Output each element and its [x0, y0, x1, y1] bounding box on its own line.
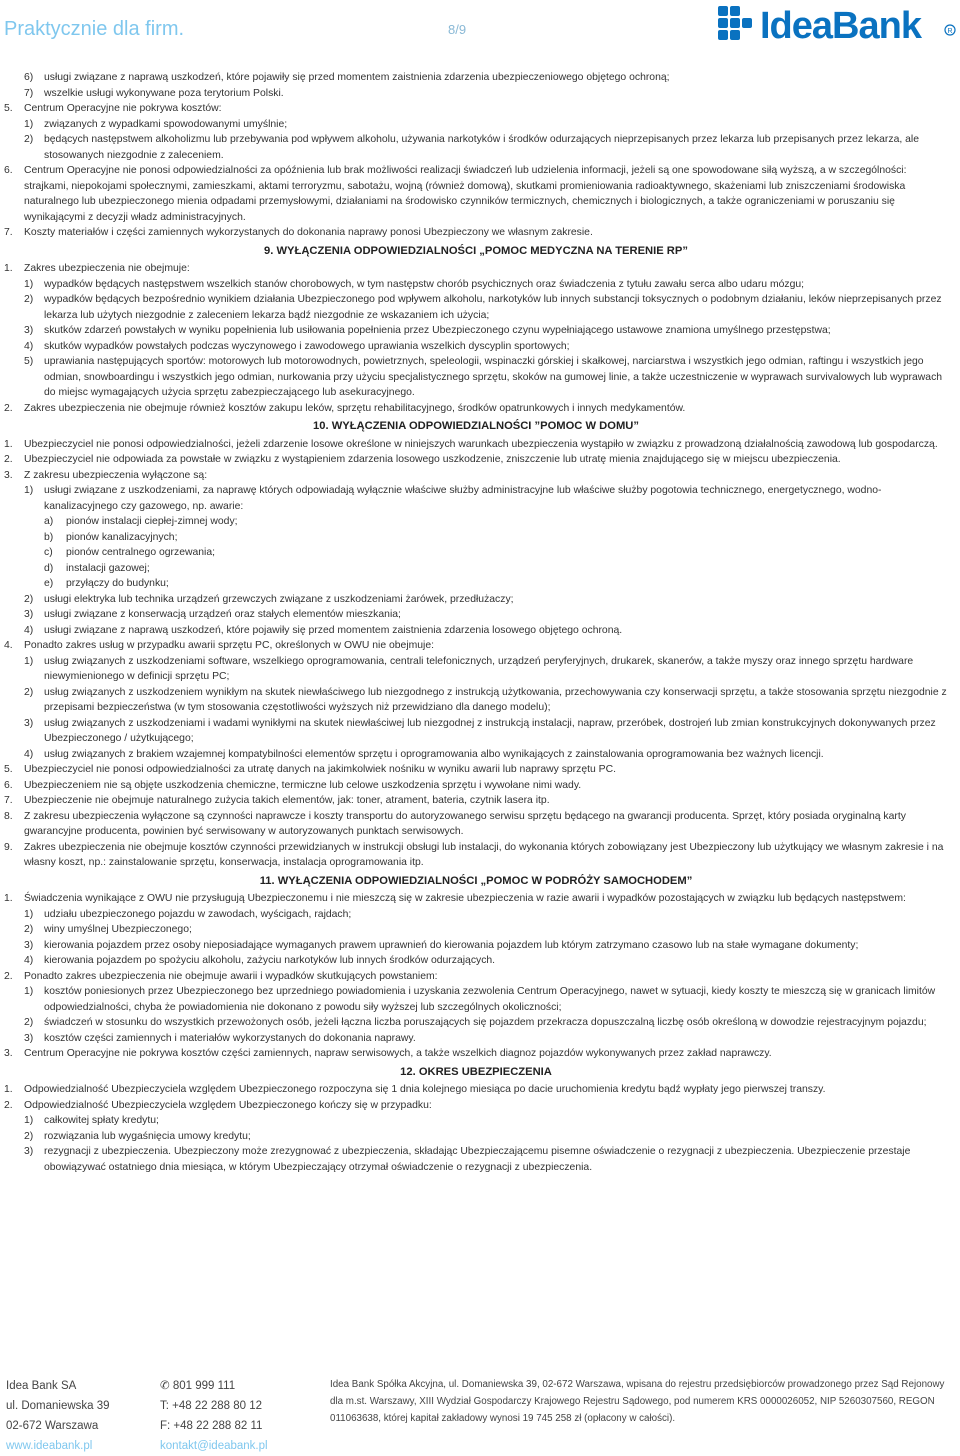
list-item	[4, 277, 948, 293]
numbered-paragraph	[4, 437, 948, 453]
item-number: 1.	[4, 893, 13, 904]
item-text: kosztów części zamiennych i materiałów wykorzystanych do dokonania naprawy.	[44, 1032, 416, 1044]
idea-bank-logo	[718, 4, 958, 44]
item-number: 2.	[4, 1099, 13, 1111]
list-item	[4, 530, 948, 546]
item-text: usługi związane z konserwacją urządzeń oraz stałych elementów mieszkania;	[44, 609, 401, 620]
item-number: 1)	[24, 655, 34, 667]
item-text: Ponadto zakres usług w przypadku awarii sprzętu PC, określonych w OWU nie obejmuje:	[24, 640, 435, 651]
item-text: usług związanych z uszkodzeniami i wadami wynikłymi na skutek niewłaściwej lub niezgodnej z instrukcją instalacji, napraw, przeróbek, dostrojeń lub zmian konstrukcyjnych dokonywanych przez Ubezpieczonego / użytkującego;	[44, 717, 936, 744]
item-text: Ubezpieczeniem nie są objęte uszkodzenia chemiczne, termiczne lub celowe uszkodzenia sprzętu i wywołane nimi wady.	[24, 779, 582, 791]
item-number: 2)	[24, 134, 34, 145]
item-number: 1.	[4, 263, 13, 274]
list-item	[4, 1031, 948, 1047]
item-text: związanych z wypadkami spowodowanymi umyślnie;	[44, 118, 288, 130]
list-item	[4, 922, 948, 938]
item-text: Ubezpieczyciel nie ponosi odpowiedzialności, jeżeli zdarzenie losowe określone w niniejszych warunkach ubezpieczenia wystąpiło w związku z prowadzoną działalnością zawodową lub gospodarczą.	[24, 438, 938, 450]
item-number: d)	[44, 562, 54, 574]
numbered-paragraph	[4, 452, 948, 468]
item-text: pionów centralnego ogrzewania;	[66, 547, 216, 558]
item-number: 3)	[24, 939, 34, 951]
item-text: całkowitej spłaty kredytu;	[44, 1115, 159, 1126]
item-text: kierowania pojazdem przez osoby nieposiadające wymaganych prawem uprawnień do kierowania pojazdem lub którym zatrzymano czasowo lub na stałe wymagane dokumenty;	[44, 939, 859, 951]
page-footer	[0, 1368, 960, 1452]
page-header	[0, 0, 960, 60]
section-heading: 10. WYŁĄCZENIA ODPOWIEDZIALNOŚCI ”POMOC W DOMU”	[313, 420, 639, 432]
item-text: usługi elektryka lub technika urządzeń grzewczych związane z uszkodzeniami żarówek, przedłużaczy;	[44, 593, 514, 605]
item-text: rozwiązania lub wygaśnięcia umowy kredytu;	[44, 1130, 251, 1142]
list-item	[4, 483, 948, 514]
numbered-paragraph	[4, 891, 948, 907]
item-number: 1)	[24, 278, 34, 290]
item-text: wypadków będących następstwem wszelkich stanów chorobowych, w tym następstw chorób psychicznych oraz świadczenia z tytułu zawału serca albo udaru mózgu;	[44, 278, 805, 290]
item-text: Centrum Operacyjne nie ponosi odpowiedzialności za opóźnienia lub brak możliwości realizacji świadczeń lub udzielenia informacji, jeżeli są one spowodowane siłą wyższą, a w szczególności: strajkami, niepokojami społecznymi, zamieszkami, aktami terroryzmu, sabotażu, wojną (również domową), skutkami promieniowania radioaktywnego, skażeniami lub zniszczeniami środowiska naturalnego lub ubezpieczonego mienia odpadami przemysłowymi, działaniami na środowisko czynników termicznych, chemicznych i biologicznych, a także ograniczeniami w poruszaniu się wynikającymi z decyzji władz administracyjnych.	[24, 165, 907, 223]
item-text: przyłączy do budynku;	[66, 578, 169, 589]
list-item	[4, 747, 948, 763]
item-number: 2.	[4, 402, 13, 414]
item-text: będących następstwem alkoholizmu lub przebywania pod wpływem alkoholu, używania narkotyków i środków odurzających nieprzepisanych przez lekarza lub przepisanych przez lekarza, ale stosowanych niezgodnie z zaleceniem.	[44, 134, 919, 161]
list-item	[4, 323, 948, 339]
item-text: Zakres ubezpieczenia nie obejmuje kosztów czynności przewidzianych w instrukcji obsługi lub instalacji, do wykonania których zobowiązany jest Ubezpieczony lub użytkujący we własnym zakresie i na własny koszt, np.: zainstalowanie sprzętu, konserwacja, instalacja oprogramowania itp.	[24, 841, 944, 868]
item-text: Ponadto zakres ubezpieczenia nie obejmuje awarii i wypadków skutkujących powstaniem:	[24, 970, 438, 982]
numbered-paragraph	[4, 638, 948, 654]
item-number: 2)	[24, 593, 34, 605]
page-number: 8/9	[448, 22, 467, 37]
item-text: winy umyślnej Ubezpieczonego;	[44, 924, 192, 935]
item-number: 1)	[24, 485, 34, 496]
item-number: 6)	[24, 72, 34, 83]
item-number: c)	[44, 547, 53, 558]
footer-address	[6, 1376, 110, 1456]
item-text: Ubezpieczenie nie obejmuje naturalnego zużycia takich elementów, jak: toner, atrament, bateria, czytnik lasera itp.	[24, 795, 550, 806]
footer-legal: Idea Bank Spółka Akcyjna, ul. Domaniewska 39, 02-672 Warszawa, wpisana do rejestru przedsiębiorców prowadzonego przez Sąd Rejonowy dla m.st. Warszawy, XIII Wydział Gospodarczy Krajowego Rejestru Sądowego, pod numerem KRS 0000026052, NIP 5260307560, REGON 011063638, której kapitał zakładowy wynosi 19 745 258 zł (opłacony w całości).	[330, 1379, 945, 1424]
section-heading: 9. WYŁĄCZENIA ODPOWIEDZIALNOŚCI „POMOC MEDYCZNA NA TERENIE RP”	[264, 244, 688, 257]
item-text: Świadczenia wynikające z OWU nie przysługują Ubezpieczonemu i nie mieszczą się w zakresie ubezpieczenia w razie awarii i wypadków pozostających w związku lub będących następstwem:	[24, 893, 906, 904]
list-item	[4, 953, 948, 969]
item-text: usługi związane z uszkodzeniami, za naprawę których odpowiadają wyłącznie właściwe służby administracyjne lub właściwe służby pogotowia technicznego, energetycznego, wodno-kanalizacyjnego czy gazowego, np. awarie:	[44, 485, 882, 512]
list-item	[4, 545, 948, 561]
item-text: pionów instalacji ciepłej-zimnej wody;	[66, 516, 238, 527]
list-item	[4, 1129, 948, 1145]
item-text: Centrum Operacyjne nie pokrywa kosztów:	[24, 103, 222, 114]
item-number: 1.	[4, 1084, 13, 1095]
item-number: a)	[44, 516, 54, 527]
item-number: 3.	[4, 469, 13, 481]
footer-website-link[interactable]: www.ideabank.pl	[6, 1440, 93, 1452]
section-heading: 12. OKRES UBEZPIECZENIA	[400, 1065, 552, 1078]
list-item	[4, 938, 948, 954]
section-heading: 11. WYŁĄCZENIA ODPOWIEDZIALNOŚCI „POMOC W PODRÓŻY SAMOCHODEM”	[259, 874, 693, 887]
footer-email-link[interactable]: kontakt@ideabank.pl	[160, 1440, 268, 1452]
item-text: Zakres ubezpieczenia nie obejmuje również kosztów zakupu leków, sprzętu rehabilitacyjnego, środków opatrunkowych i innych medykamentów.	[24, 402, 686, 414]
item-text: Odpowiedzialność Ubezpieczyciela względem Ubezpieczonego kończy się w przypadku:	[24, 1099, 432, 1111]
item-number: 3)	[24, 717, 34, 729]
item-number: e)	[44, 578, 54, 589]
item-number: 2.	[4, 454, 13, 465]
item-number: 4)	[24, 955, 34, 966]
list-item	[4, 339, 948, 355]
item-text: pionów kanalizacyjnych;	[66, 531, 178, 543]
item-text: Centrum Operacyjne nie pokrywa kosztów części zamiennych, napraw serwisowych, a także wszelkich diagnoz pojazdów wykonywanych przez zakład naprawczy.	[24, 1048, 772, 1059]
item-text: usług związanych z uszkodzeniami software, wszelkiego oprogramowania, centrali telefonicznych, urządzeń peryferyjnych, drukarek, skanerów, a także myszy oraz innego sprzętu hardware niewymienionego w definicji sprzętu PC;	[44, 655, 914, 682]
numbered-paragraph	[4, 762, 948, 778]
item-number: 2)	[24, 686, 34, 698]
item-text: wszelkie usługi wykonywane poza terytorium Polski.	[44, 87, 284, 99]
footer-company: Idea Bank SA	[6, 1380, 77, 1392]
list-item	[4, 716, 948, 747]
footer-contact	[160, 1376, 268, 1456]
numbered-paragraph	[4, 468, 948, 484]
item-text: uprawiania następujących sportów: motorowych lub motorowodnych, powietrznych, speleologii, wspinaczki górskiej i skałkowej, narciarstwa i wszystkich jego odmian, raftingu i wszystkich jego odmian, snowboardingu i wszystkich jego odmian, nurkowania przy użyciu specjalistycznego sprzętu, skoków na gumowej linie, a także uczestniczenie w wyprawach survivalowych lub wyprawach do miejsc wymagających użycia sprzętu zabezpieczającego lub asekuracyjnego.	[44, 356, 943, 398]
list-item	[4, 1144, 948, 1175]
item-number: 5)	[24, 356, 34, 367]
numbered-paragraph	[4, 261, 948, 277]
item-number: 2.	[4, 970, 13, 982]
item-number: 1)	[24, 118, 34, 130]
item-number: 2)	[24, 294, 34, 305]
item-text: kosztów poniesionych przez Ubezpieczonego bez uprzedniego powiadomienia i uzyskania zezwolenia Centrum Operacyjnego, nawet w sytuacji, kiedy koszty te mieszczą się w granicach limitów odpowiedzialności, chyba że powiadomienia nie dokonano z powodu siły wyższej lub szczególnych okoliczności;	[44, 986, 936, 1013]
list-item	[4, 654, 948, 685]
item-text: Z zakresu ubezpieczenia wyłączone są:	[24, 469, 208, 481]
item-number: 4)	[24, 340, 34, 352]
item-text: instalacji gazowej;	[66, 562, 150, 574]
list-item	[4, 576, 948, 592]
item-number: 4)	[24, 748, 34, 760]
item-number: 3)	[24, 609, 34, 620]
item-text: usługi związane z naprawą uszkodzeń, które pojawiły się przed momentem zaistnienia zdarzenia ubezpieczeniowego objętego ochroną;	[44, 72, 670, 83]
item-text: kierowania pojazdem po spożyciu alkoholu, zażyciu narkotyków lub innych środków odurzających.	[44, 955, 496, 966]
list-item	[4, 1015, 948, 1031]
footer-tel: T: +48 22 288 80 12	[160, 1400, 262, 1412]
footer-street: ul. Domaniewska 39	[6, 1400, 110, 1412]
numbered-paragraph	[4, 840, 948, 871]
item-text: usług związanych z brakiem wzajemnej kompatybilności elementów sprzętu i oprogramowania albo wynikających z zainstalowania oprogramowania bez ważnych licencji.	[44, 748, 824, 760]
item-number: 5.	[4, 764, 13, 775]
item-text: Z zakresu ubezpieczenia wyłączone są czynności naprawcze i koszty transportu do autoryzowanego serwisu sprzętu będącego na gwarancji producenta. Sprzęt, który posiada oryginalną karty gwarancyjne producenta, powinien być serwisowany w autoryzowanych punktach serwisowych.	[24, 810, 906, 837]
item-text: Odpowiedzialność Ubezpieczyciela względem Ubezpieczonego rozpoczyna się 1 dnia kolejnego miesiąca po dacie uruchomienia kredytu bądź wypłaty jego pierwszej transzy.	[24, 1084, 826, 1095]
list-item	[4, 623, 948, 639]
list-item	[4, 354, 948, 401]
list-item	[4, 70, 948, 86]
footer-phone: 801 999 111	[172, 1380, 236, 1392]
item-text: świadczeń w stosunku do wszystkich przewożonych osób, jeżeli łączna liczba poruszających się pojazdem przekracza dopuszczalną liczbę osób określoną w dowodzie rejestracyjnym pojazdu;	[44, 1017, 927, 1028]
numbered-paragraph	[4, 163, 948, 225]
item-text: rezygnacji z ubezpieczenia. Ubezpieczony może zrezygnować z ubezpieczenia, składając Ubezpieczającemu pisemne oświadczenie o rezygnacji z ubezpieczenia. Ubezpieczenie przestaje obowiązywać ostatniego dnia miesiąca, w którym Ubezpieczający otrzymał oświadczenie o rezygnacji z ubezpieczenia.	[44, 1146, 911, 1173]
numbered-paragraph	[4, 225, 948, 241]
item-text: Koszty materiałów i części zamiennych wykorzystanych do dokonania naprawy ponosi Ubezpieczony we własnym zakresie.	[24, 227, 593, 238]
list-item	[4, 561, 948, 577]
numbered-paragraph	[4, 969, 948, 985]
item-number: 2)	[24, 1130, 34, 1142]
item-number: 1)	[24, 986, 34, 997]
item-number: 6.	[4, 779, 13, 791]
svg-text:R: R	[947, 28, 953, 35]
item-text: usługi związane z naprawą uszkodzeń, które pojawiły się przed momentem zaistnienia zdarzenia losowego objętego ochroną.	[44, 624, 623, 636]
list-item	[4, 984, 948, 1015]
item-number: 2)	[24, 1017, 34, 1028]
item-number: 5.	[4, 103, 13, 114]
list-item	[4, 592, 948, 608]
list-item	[4, 907, 948, 923]
brand-tagline: Praktycznie dla firm.	[4, 18, 185, 40]
item-text: udziału ubezpieczonego pojazdu w zawodach, wyścigach, rajdach;	[44, 908, 352, 920]
item-number: 1.	[4, 438, 13, 450]
list-item	[4, 607, 948, 623]
item-text: wypadków będących bezpośrednio wynikiem działania Ubezpieczonego pod wpływem alkoholu, narkotyków lub innych substancji toksycznych o podobnym działaniu, leków nieprzepisanych przez lekarza lub użytych niezgodnie z zaleceniem lekarza bądź niezgodnie ze wskazaniem ich użycia;	[44, 294, 942, 321]
item-number: 7.	[4, 795, 13, 806]
numbered-paragraph	[4, 1082, 948, 1098]
item-number: 6.	[4, 165, 13, 176]
item-number: 1)	[24, 1115, 34, 1126]
numbered-paragraph	[4, 101, 948, 117]
item-number: 3)	[24, 1146, 34, 1157]
item-text: Ubezpieczyciel nie odpowiada za powstałe w związku z wystąpieniem zdarzenia losowego uszkodzenie, zniszczenie lub utratę mienia znajdującego się w miejscu ubezpieczenia.	[24, 454, 841, 465]
numbered-paragraph	[4, 401, 948, 417]
list-item	[4, 1113, 948, 1129]
item-number: 2)	[24, 924, 34, 935]
item-number: 3.	[4, 1048, 13, 1059]
item-number: 9.	[4, 841, 13, 853]
item-number: 7)	[24, 87, 34, 99]
list-item	[4, 292, 948, 323]
numbered-paragraph	[4, 809, 948, 840]
list-item	[4, 132, 948, 163]
item-number: 4.	[4, 640, 13, 651]
item-text: Zakres ubezpieczenia nie obejmuje:	[24, 263, 190, 274]
item-number: b)	[44, 531, 54, 543]
numbered-paragraph	[4, 1098, 948, 1114]
list-item	[4, 117, 948, 133]
numbered-paragraph	[4, 1046, 948, 1062]
footer-city: 02-672 Warszawa	[6, 1420, 99, 1432]
list-item	[4, 514, 948, 530]
item-number: 8.	[4, 810, 13, 822]
item-number: 3)	[24, 1032, 34, 1044]
list-item	[4, 86, 948, 102]
phone-icon: ✆	[160, 1380, 173, 1392]
svg-text:IdeaBank: IdeaBank	[760, 5, 921, 44]
numbered-paragraph	[4, 778, 948, 794]
item-text: skutków zdarzeń powstałych w wyniku popełnienia lub usiłowania popełnienia przez Ubezpieczonego czynu wypełniającego ustawowe znamiona umyślnego przestępstwa;	[44, 325, 831, 336]
item-number: 4)	[24, 624, 34, 636]
footer-fax: F: +48 22 288 82 11	[160, 1420, 263, 1432]
numbered-paragraph	[4, 793, 948, 809]
item-number: 3)	[24, 325, 34, 336]
item-text: skutków wypadków powstałych podczas wyczynowego i zawodowego uprawiania wszelkich dyscyplin sportowych;	[44, 340, 570, 352]
document-body	[4, 70, 948, 1175]
item-text: usług związanych z uszkodzeniem wynikłym na skutek niewłaściwego lub niezgodnego z instrukcją użytkowania, przechowywania czy konserwacji sprzętu, a także stosowania sprzętu niezgodnie z przepisami bezpieczeństwa (w tym stosowania częstotliwości wyższych niż przewidziano dla danego modelu);	[44, 686, 947, 713]
item-number: 1)	[24, 908, 34, 920]
item-number: 7.	[4, 227, 13, 238]
list-item	[4, 685, 948, 716]
item-text: Ubezpieczyciel nie ponosi odpowiedzialności za utratę danych na jakimkolwiek nośniku w wyniku awarii lub naprawy sprzętu PC.	[24, 764, 616, 775]
